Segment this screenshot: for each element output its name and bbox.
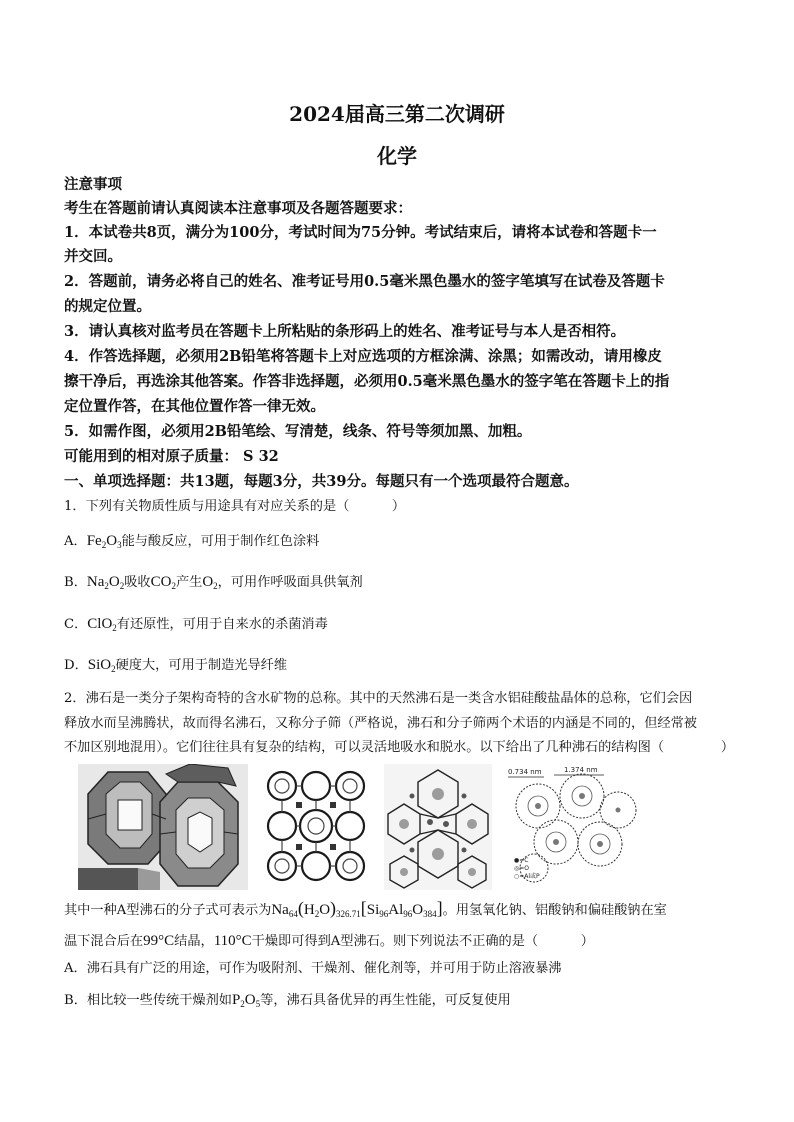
- notice-item-1a: 1．本试卷共8页，满分为100分，考试时间为75分钟。考试结束后，请将本试卷和答题卡一: [64, 224, 657, 241]
- notice-item-4b: 擦干净后，再选涂其他答案。作答非选择题，必须用0.5毫米黑色墨水的签字笔在答题卡上的指: [64, 373, 670, 390]
- q1-option-d: D．SiO$_2$硬度大，可用于制造光导纤维: [64, 657, 288, 674]
- chem-o2: $O_2$: [202, 574, 218, 591]
- zeolite-cage-figure: [78, 764, 248, 890]
- chem-fe2o3: $Fe_2O_3$: [86, 533, 122, 550]
- chem-clo2: ClO$_2$: [87, 616, 117, 633]
- q2-line-3: 不加区别地混用）。它们往往具有复杂的结构，可以灵活地吸水和脱水。以下给出了几种沸石的结构图（ ）: [64, 740, 734, 755]
- notice-item-1b: 并交回。: [64, 248, 122, 265]
- exam-subject: 化学: [377, 144, 417, 168]
- notice-item-5: 5．如需作图，必须用2B铅笔绘、写清楚，线条、符号等须加黑、加粗。: [64, 423, 532, 440]
- fig-label-1374: 1.374 nm: [564, 766, 598, 774]
- chem-p2o5: $P_2O_5$: [231, 992, 261, 1009]
- chem-na2o2: $Na_2O_2$: [86, 574, 125, 591]
- notice-item-2a: 2．答题前，请务必将自己的姓名、准考证号用0.5毫米黑色墨水的签字笔填写在试卷及答题卡: [64, 273, 665, 290]
- zeolite-figures: [78, 764, 638, 892]
- notice-item-4c: 定位置作答，在其他位置作答一律无效。: [64, 398, 325, 415]
- q2-option-b: B．相比较一些传统干燥剂如$P_2O_5$等，沸石具备优异的再生性能，可反复使用: [64, 992, 511, 1009]
- exam-title: 2024届高三第二次调研: [289, 102, 505, 126]
- legend-o: ◎=O: [514, 865, 529, 872]
- legend-al-p: ○=Al或P: [514, 873, 540, 880]
- zeolite-framework-figure: [260, 764, 372, 890]
- chem-co2: $CO_2$: [150, 574, 176, 591]
- q1-option-c: C．ClO$_2$有还原性，可用于自来水的杀菌消毒: [64, 616, 328, 633]
- q2-option-a: A．沸石具有广泛的用途，可作为吸附剂、干燥剂、催化剂等，并可用于防止溶液暴沸: [64, 961, 562, 976]
- chem-sio2: SiO$_2$: [87, 657, 116, 674]
- q2-line-1: 2．沸石是一类分子架构奇特的含水矿物的总称。其中的天然沸石是一类含水铝硅酸盐晶体的总称，它们会因: [64, 691, 693, 706]
- notice-item-3: 3．请认真核对监考员在答题卡上所粘贴的条形码上的姓名、准考证号与本人是否相符。: [64, 323, 626, 340]
- q1-stem: 1．下列有关物质性质与用途具有对应关系的是（ ）: [64, 499, 406, 514]
- notice-item-2b: 的规定位置。: [64, 298, 151, 315]
- q2-line-2: 释放水而呈沸腾状，故而得名沸石，又称分子筛（严格说，沸石和分子筛两个术语的内涵是不同的，但经常被: [64, 716, 697, 731]
- notice-heading: 注意事项: [64, 176, 122, 193]
- q2-line-5: 温下混合后在99°C结晶，110°C干燥即可得到A型沸石。则下列说法不正确的是（ ）: [64, 933, 594, 949]
- zeolite-crystal-figure: [384, 764, 492, 890]
- notice-item-4a: 4．作答选择题，必须用2B铅笔将答题卡上对应选项的方框涂满、涂黑；如需改动，请用橡皮: [64, 348, 662, 365]
- fig-label-0734: 0.734 nm: [508, 768, 542, 776]
- zeolite-ring-figure: [504, 764, 638, 892]
- legend-c: ●=C: [514, 857, 529, 864]
- notice-intro: 考生在答题前请认真阅读本注意事项及各题答题要求：: [64, 200, 412, 217]
- q1-option-b: B．$Na_2O_2$吸收$CO_2$产生$O_2$，可用作呼吸面具供氧剂: [64, 574, 363, 591]
- chem-zeolite-a-formula: $Na_{64}(H_2O)_{326.71}[Si_{96}Al_{96}O_{384}]$: [271, 898, 443, 919]
- q1-option-a: A．$Fe_2O_3$能与酸反应，可用于制作红色涂料: [64, 533, 320, 550]
- atomic-mass: 可能用到的相对原子质量： S 32: [64, 448, 279, 465]
- section-heading: 一、单项选择题：共13题，每题3分，共39分。每题只有一个选项最符合题意。: [64, 473, 579, 490]
- q2-formula-line: 其中一种A型沸石的分子式可表示为$Na_{64}(H_2O)_{326.71}[Si_{96}Al_{96}O_{384}]$。用氢氧化钠、铝酸钠和偏硅酸钠在室: [64, 898, 667, 919]
